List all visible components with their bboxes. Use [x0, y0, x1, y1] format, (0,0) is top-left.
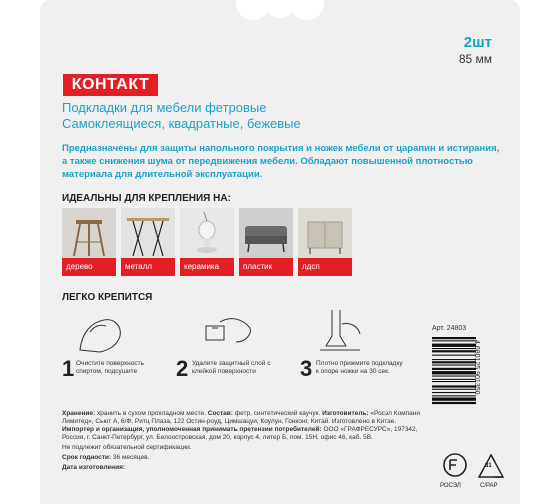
barcode-bar [432, 350, 476, 352]
barcode [432, 335, 502, 415]
fine-print-main [62, 410, 422, 442]
barcode-bar [432, 385, 476, 387]
barcode-bar [432, 348, 476, 349]
barcode-bar [432, 361, 476, 363]
certification-text: Не подлежит обязательной сертификации. [62, 444, 192, 451]
manufacture-date-row [62, 464, 422, 472]
barcode-bar [432, 355, 476, 356]
barcode-bar [432, 402, 476, 404]
shelf-life-text: 36 месяцев. [112, 454, 150, 461]
barcode-bar [432, 398, 476, 401]
barcode-number: 4 680125 901350 [473, 340, 480, 395]
barcode-bar [432, 365, 476, 366]
step-text: Очистите поверхность спиртом, подсушите [76, 360, 144, 375]
product-subtitle: Самоклеящиеся, квадратные, бежевые [62, 116, 301, 131]
press-leg-icon [312, 306, 372, 354]
wooden-stool-photo-icon [62, 208, 116, 258]
hang-hole-right [290, 0, 324, 20]
step-text: Плотно прижмите подкладку к опоре ножки на 30 сек. [316, 360, 403, 375]
barcode-bar [432, 344, 476, 347]
fine-print [62, 410, 422, 474]
step-number: 2 [176, 356, 189, 381]
barcode-bar [432, 381, 476, 382]
eac-label: РОСЭЛ [440, 483, 461, 489]
hang-hole-left [236, 0, 270, 20]
material-label: лдсп [298, 258, 352, 276]
barcode-bar [432, 395, 476, 396]
importer-text: ООО «ГРАФРЕСУРС», 197342, Россия, г. Санкт-Петербург, ул. Белоостровская, дом 20, корпус 4, литер Б, пом. 15Н, офис 46, каб. 5В. [62, 426, 418, 441]
storage-label: Хранение: [62, 410, 96, 417]
material-label: пластик [239, 258, 293, 276]
barcode-bar [432, 340, 476, 341]
barcode-bar [432, 392, 476, 393]
importer-label: Импортер и организация, уполномоченная принимать претензии потребителей: [62, 426, 322, 433]
step-text: Удалите защитный слой с клейкой поверхности [192, 360, 271, 375]
material-label: дерево [62, 258, 116, 276]
barcode-bar [432, 389, 476, 390]
composition-text: фетр, синтетический каучук. [234, 410, 321, 417]
barcode-bar [432, 376, 476, 377]
quantity-label: 2шт [463, 34, 492, 51]
article-number: Арт. 24803 [432, 325, 467, 332]
manufacture-date-label: Дата изготовления: [62, 464, 126, 471]
ideal-for-heading: ИДЕАЛЬНЫ ДЛЯ КРЕПЛЕНИЯ НА: [62, 193, 231, 204]
manufacturer-label: Изготовитель: [322, 410, 369, 417]
brand-logo: КОНТАКТ [63, 74, 158, 96]
step-number: 3 [300, 356, 313, 381]
barcode-bar [432, 371, 476, 374]
plastic-sofa-photo-icon [239, 208, 293, 258]
composition-label: Состав: [207, 410, 233, 417]
easy-mount-heading: ЛЕГКО КРЕПИТСЯ [62, 292, 153, 303]
metal-table-photo-icon [121, 208, 175, 258]
material-label: металл [121, 258, 175, 276]
material-tiles [62, 208, 354, 276]
barcode-bar [432, 337, 476, 339]
material-tile-chipboard [298, 208, 352, 276]
product-title: Подкладки для мебели фетровые [62, 100, 267, 115]
peel-liner-icon [190, 312, 260, 354]
shelf-life-row [62, 454, 422, 462]
eac-conformity-icon [440, 452, 470, 482]
material-tile-wood [62, 208, 116, 276]
product-description: Предназначены для защиты напольного покрытия и ножек мебели от царапин и истирания, а также снижения шума от передвижения мебели. Обладают повышенной плотностью материала для длительной эксплуатации. [62, 143, 500, 180]
recycle-label: C/PAP [480, 483, 498, 489]
ceramic-vase-photo-icon [180, 208, 234, 258]
barcode-bar [432, 359, 476, 360]
material-tile-plastic [239, 208, 293, 276]
wipe-hand-icon [70, 312, 130, 354]
material-label: керамика [180, 258, 234, 276]
size-label: 85 мм [458, 52, 492, 66]
manufacturer-text: «Росэл Компани Лимитед», Сьют А, 6/Ф, Ритц Плаза, 122 Остин-роуд, Цимшацуи, Коулун, Гонконг, Китай. Изготовлено в Китае. [62, 410, 421, 425]
barcode-bar [432, 368, 476, 370]
shelf-life-label: Срок годности: [62, 454, 112, 461]
material-tile-metal [121, 208, 175, 276]
material-tile-ceramic [180, 208, 234, 276]
chipboard-cabinet-photo-icon [298, 208, 352, 258]
storage-text: хранить в сухом прохладном месте. [96, 410, 206, 417]
recycle-number: 81 [485, 463, 492, 469]
step-number: 1 [62, 356, 75, 381]
barcode-bar [432, 379, 476, 380]
